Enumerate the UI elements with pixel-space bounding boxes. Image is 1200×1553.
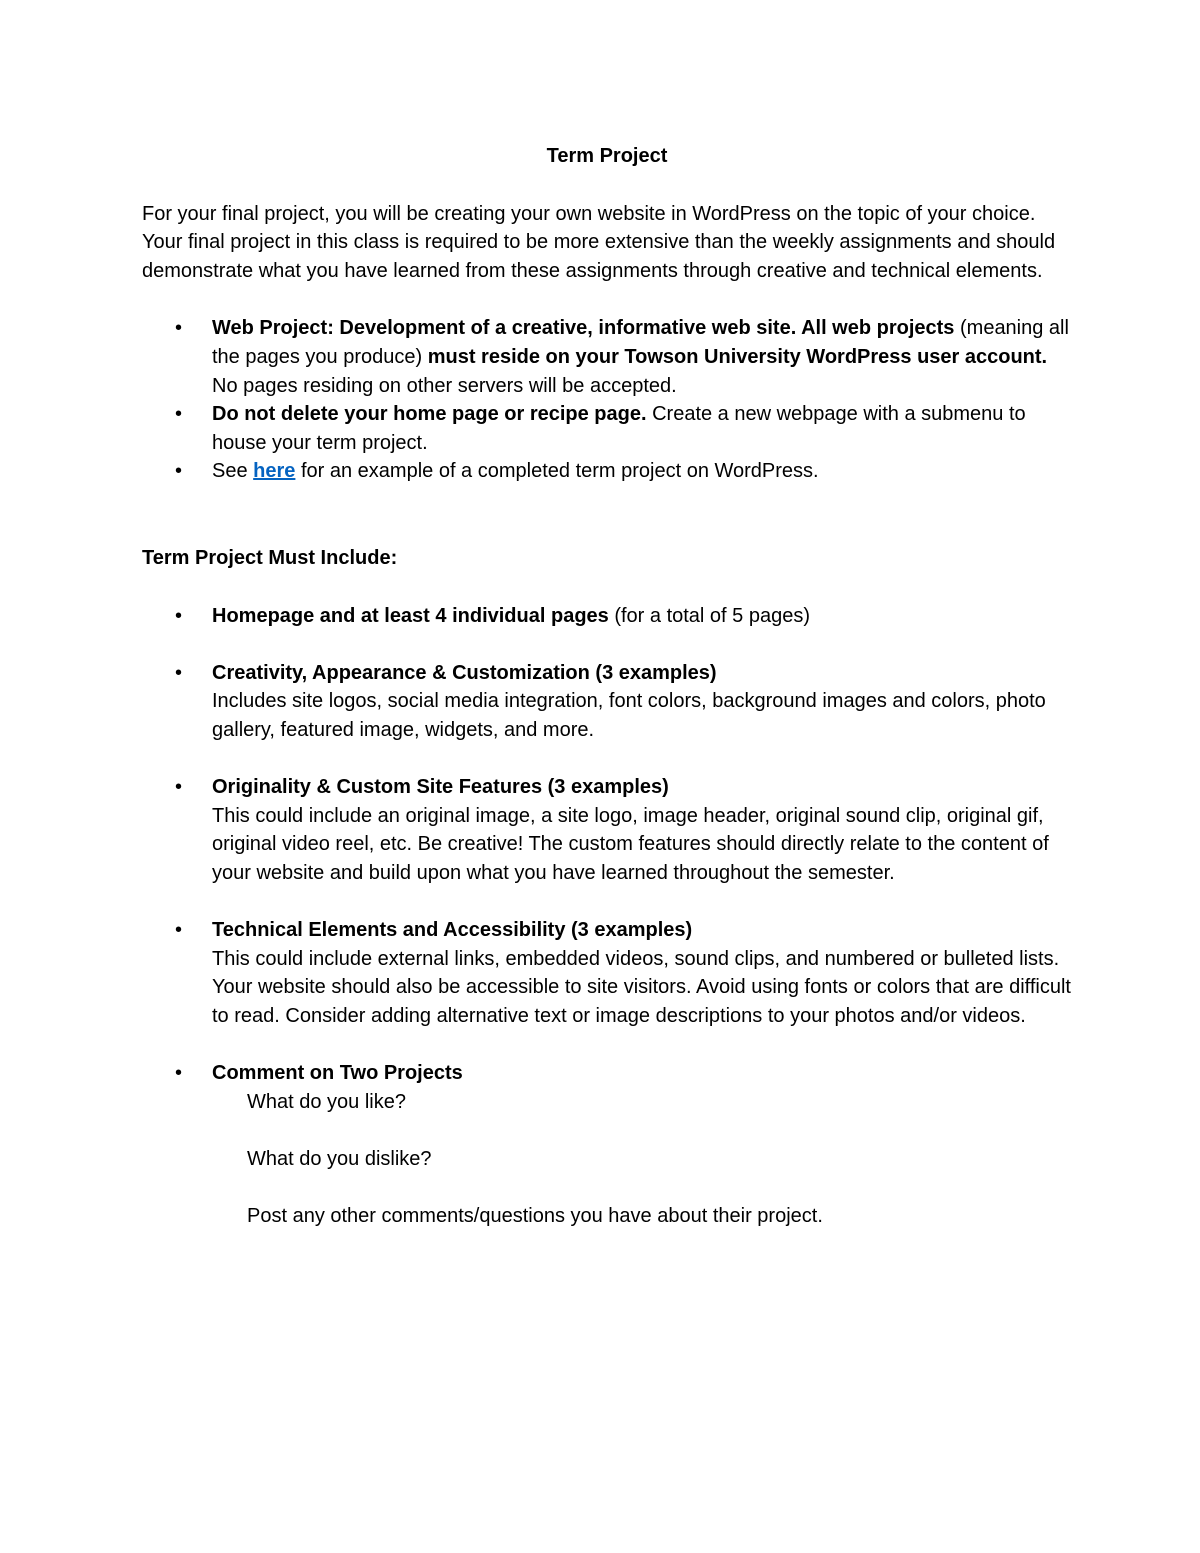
list-item-originality bbox=[142, 773, 1072, 887]
bullet-icon: • bbox=[175, 661, 183, 684]
intro-paragraph: For your final project, you will be creating your own website in WordPress on the topic of your choice. Your final project in this class is required to be more extensive than the weekly assignments and should demonstrate what you have learned from these assignments through creative and technical elements. bbox=[142, 202, 1056, 282]
web-project-bold-b: must reside on your Towson University WordPress user account. bbox=[427, 345, 1048, 368]
creativity-heading: Creativity, Appearance & Customization (3 examples) bbox=[212, 661, 717, 684]
comment-question-dislike: What do you dislike? bbox=[247, 1147, 432, 1170]
bullet-icon: • bbox=[175, 1062, 183, 1085]
list-item-homepage bbox=[142, 602, 1072, 631]
see-text-after: for an example of a completed term project on WordPress. bbox=[295, 460, 819, 483]
do-not-delete-text: Create a new webpage with a submenu to house your term project. bbox=[212, 403, 1026, 454]
bullet-icon: • bbox=[175, 317, 183, 340]
creativity-body: Includes site logos, social media integration, font colors, background images and colors, photo gallery, featured image, widgets, and more. bbox=[212, 690, 1046, 741]
homepage-bold: Homepage and at least 4 individual pages bbox=[212, 604, 609, 627]
technical-heading: Technical Elements and Accessibility (3 examples) bbox=[212, 919, 693, 942]
web-project-text-a: (meaning all the pages you produce) bbox=[212, 317, 1069, 368]
homepage-text: (for a total of 5 pages) bbox=[608, 604, 811, 627]
list-item-web-project bbox=[142, 314, 1072, 400]
comment-heading: Comment on Two Projects bbox=[212, 1062, 463, 1085]
see-text-before: See bbox=[212, 460, 254, 483]
list-item-see-example bbox=[142, 457, 1072, 486]
web-project-list bbox=[142, 314, 1072, 486]
must-include-list bbox=[142, 602, 1072, 1231]
bullet-icon: • bbox=[175, 776, 183, 799]
originality-heading: Originality & Custom Site Features (3 examples) bbox=[212, 776, 669, 799]
list-item-do-not-delete bbox=[142, 400, 1072, 457]
technical-body: This could include external links, embedded videos, sound clips, and numbered or bulleted lists. Your website should also be accessible to site visitors. Avoid using fonts or colors that are difficult to read. Consider adding alternative text or image descriptions to your photos and/or videos. bbox=[212, 947, 1071, 1027]
originality-body: This could include an original image, a site logo, image header, original sound clip, original gif, original video reel, etc. Be creative! The custom features should directly relate to the content of your website and build upon what you have learned throughout the semester. bbox=[212, 804, 1049, 884]
example-project-link[interactable]: here bbox=[253, 460, 296, 483]
list-item-comment bbox=[142, 1059, 1072, 1231]
list-item-technical bbox=[142, 916, 1072, 1030]
do-not-delete-bold: Do not delete your home page or recipe page. bbox=[212, 403, 647, 426]
web-project-text-b: No pages residing on other servers will be accepted. bbox=[212, 374, 677, 397]
must-include-heading: Term Project Must Include: bbox=[142, 546, 398, 569]
bullet-icon: • bbox=[175, 403, 183, 426]
document-page bbox=[142, 142, 1072, 1231]
comment-question-like: What do you like? bbox=[247, 1090, 406, 1113]
page-title: Term Project bbox=[546, 145, 668, 167]
bullet-icon: • bbox=[175, 460, 183, 483]
list-item-creativity bbox=[142, 659, 1072, 745]
web-project-bold-a: Web Project: Development of a creative, informative web site. All web projects bbox=[212, 317, 955, 340]
bullet-icon: • bbox=[175, 919, 183, 942]
bullet-icon: • bbox=[175, 604, 183, 627]
comment-question-other: Post any other comments/questions you have about their project. bbox=[247, 1205, 823, 1227]
